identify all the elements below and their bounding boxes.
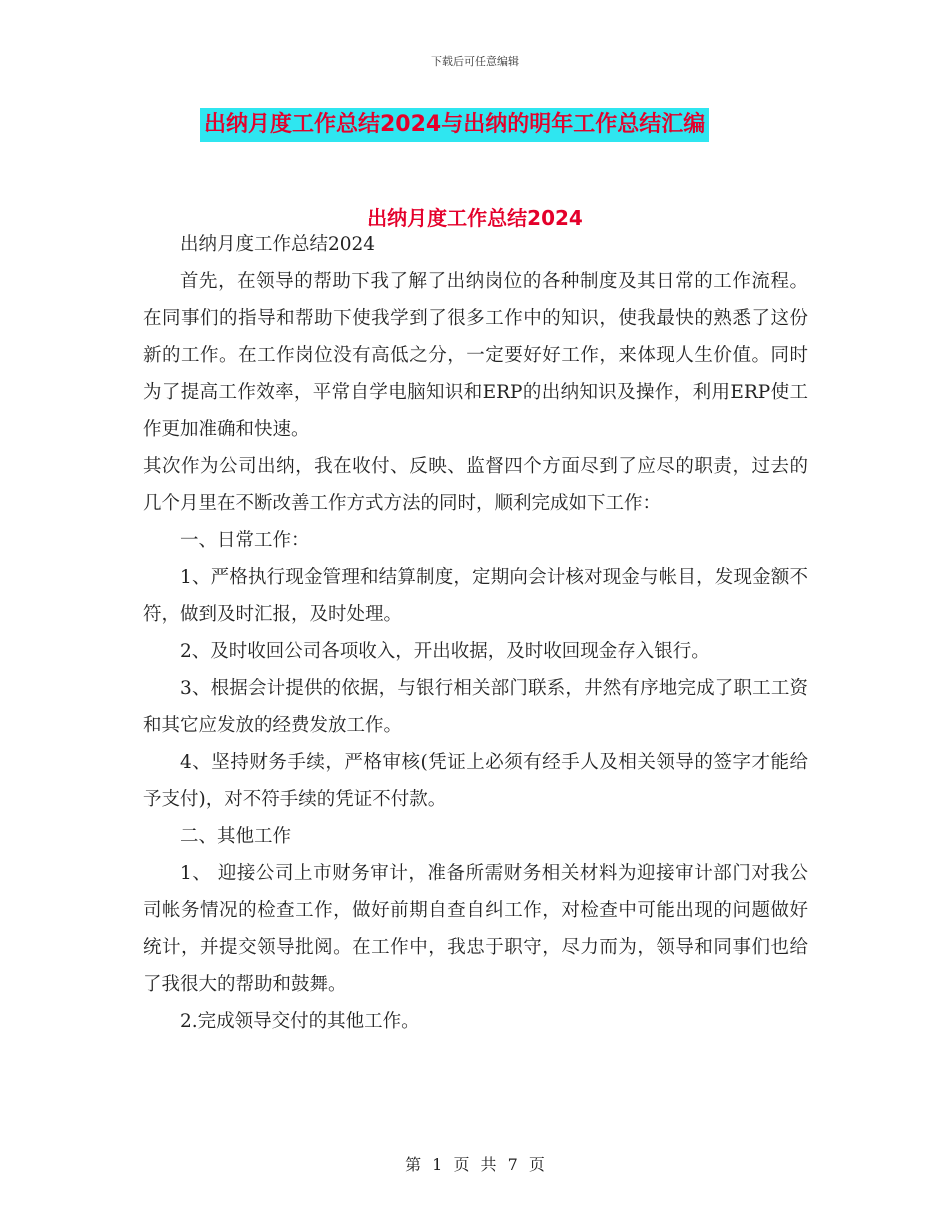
paragraph: 4、坚持财务手续，严格审核(凭证上必须有经手人及相关领导的签字才能给予支付)，对不符手续的凭证不付款。 [143, 752, 808, 810]
section-title: 出纳月度工作总结2024 [367, 206, 583, 230]
paragraph: 其次作为公司出纳，我在收付、反映、监督四个方面尽到了应尽的职责，过去的几个月里在不断改善工作方式方法的同时，顺利完成如下工作： [143, 456, 808, 514]
document-body [143, 226, 808, 1040]
paragraph: 3、根据会计提供的依据，与银行相关部门联系，井然有序地完成了职工工资和其它应发放的经费发放工作。 [143, 678, 808, 736]
paragraph: 首先，在领导的帮助下我了解了出纳岗位的各种制度及其日常的工作流程。在同事们的指导和帮助下使我学到了很多工作中的知识，使我最快的熟悉了这份新的工作。在工作岗位没有高低之分，一定要好好工作，来体现人生价值。同时为了提高工作效率，平常自学电脑知识和ERP的出纳知识及操作，利用ERP使工作更加准确和快速。 [143, 271, 808, 440]
paragraph: 2、及时收回公司各项收入，开出收据，及时收回现金存入银行。 [180, 641, 710, 662]
paragraph: 2.完成领导交付的其他工作。 [180, 1011, 420, 1032]
paragraph: 一、日常工作： [180, 530, 310, 551]
main-title: 出纳月度工作总结2024与出纳的明年工作总结汇编 [200, 108, 709, 142]
paragraph: 二、其他工作 [180, 826, 292, 847]
page-footer: 第 1 页 共 7 页 [405, 1155, 545, 1174]
main-title-container [200, 108, 709, 142]
header-note: 下载后可任意编辑 [431, 55, 519, 68]
paragraph: 1、严格执行现金管理和结算制度，定期向会计核对现金与帐目，发现金额不符，做到及时汇报，及时处理。 [143, 567, 808, 625]
paragraph: 出纳月度工作总结2024 [180, 234, 376, 255]
paragraph: 1、 迎接公司上市财务审计，准备所需财务相关材料为迎接审计部门对我公司帐务情况的检查工作，做好前期自查自纠工作，对检查中可能出现的问题做好统计，并提交领导批阅。在工作中，我忠于职守，尽力而为，领导和同事们也给了我很大的帮助和鼓舞。 [143, 863, 808, 995]
